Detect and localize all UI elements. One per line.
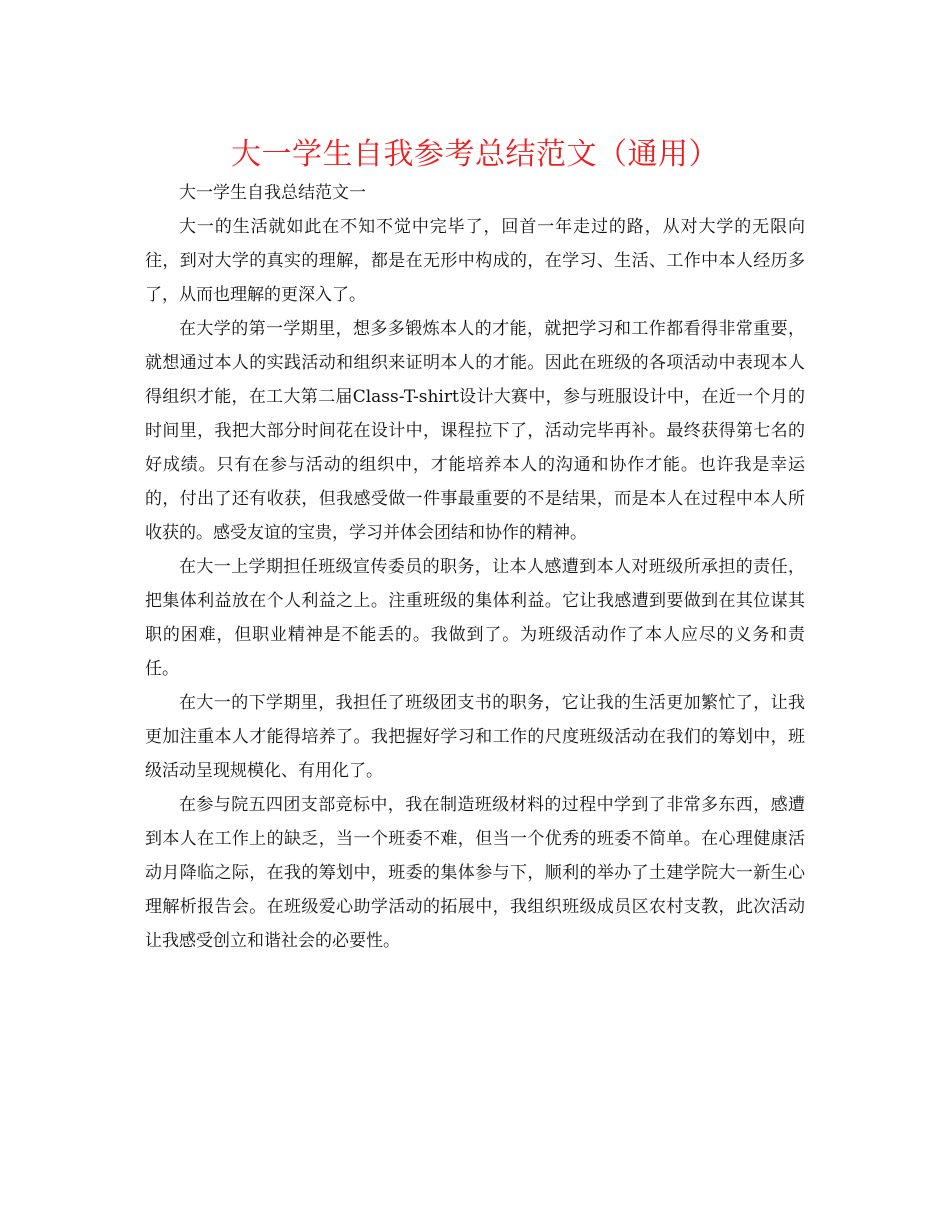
document-body xyxy=(145,176,805,958)
paragraph-5: 在参与院五四团支部竞标中，我在制造班级材料的过程中学到了非常多东西，感遭到本人在工作上的缺乏，当一个班委不难，但当一个优秀的班委不简单。在心理健康活动月降临之际，在我的筹划中，班委的集体参与下，顺利的举办了土建学院大一新生心理解析报告会。在班级爱心助学活动的拓展中，我组织班级成员区农村支教，此次活动让我感受创立和谐社会的必要性。 xyxy=(145,795,805,951)
paragraph-3: 在大一上学期担任班级宣传委员的职务，让本人感遭到本人对班级所承担的责任，把集体利益放在个人利益之上。注重班级的集体利益。它让我感遭到要做到在其位谋其职的困难，但职业精神是不能丢的。我做到了。为班级活动作了本人应尽的义务和责任。 xyxy=(145,557,805,679)
document-title: 大一学生自我参考总结范文（通用） xyxy=(231,137,719,172)
paragraph-2: 在大学的第一学期里，想多多锻炼本人的才能，就把学习和工作都看得非常重要，就想通过本人的实践活动和组织来证明本人的才能。因此在班级的各项活动中表现本人得组织才能，在工大第二届Class-T-shirt设计大赛中，参与班服设计中，在近一个月的时间里，我把大部分时间花在设计中，课程拉下了，活动完毕再补。最终获得第七名的好成绩。只有在参与活动的组织中，才能培养本人的沟通和协作才能。也许我是幸运的，付出了还有收获，但我感受做一件事最重要的不是结果，而是本人在过程中本人所收获的。感受友谊的宝贵，学习并体会团结和协作的精神。 xyxy=(145,319,805,543)
section-heading: 大一学生自我总结范文一 xyxy=(179,183,366,203)
paragraph-4: 在大一的下学期里，我担任了班级团支书的职务，它让我的生活更加繁忙了，让我更加注重本人才能得培养了。我把握好学习和工作的尺度班级活动在我们的筹划中，班级活动呈现规模化、有用化了。 xyxy=(145,693,805,781)
paragraph-1: 大一的生活就如此在不知不觉中完毕了，回首一年走过的路，从对大学的无限向往，到对大学的真实的理解，都是在无形中构成的，在学习、生活、工作中本人经历多了，从而也理解的更深入了。 xyxy=(145,217,805,305)
